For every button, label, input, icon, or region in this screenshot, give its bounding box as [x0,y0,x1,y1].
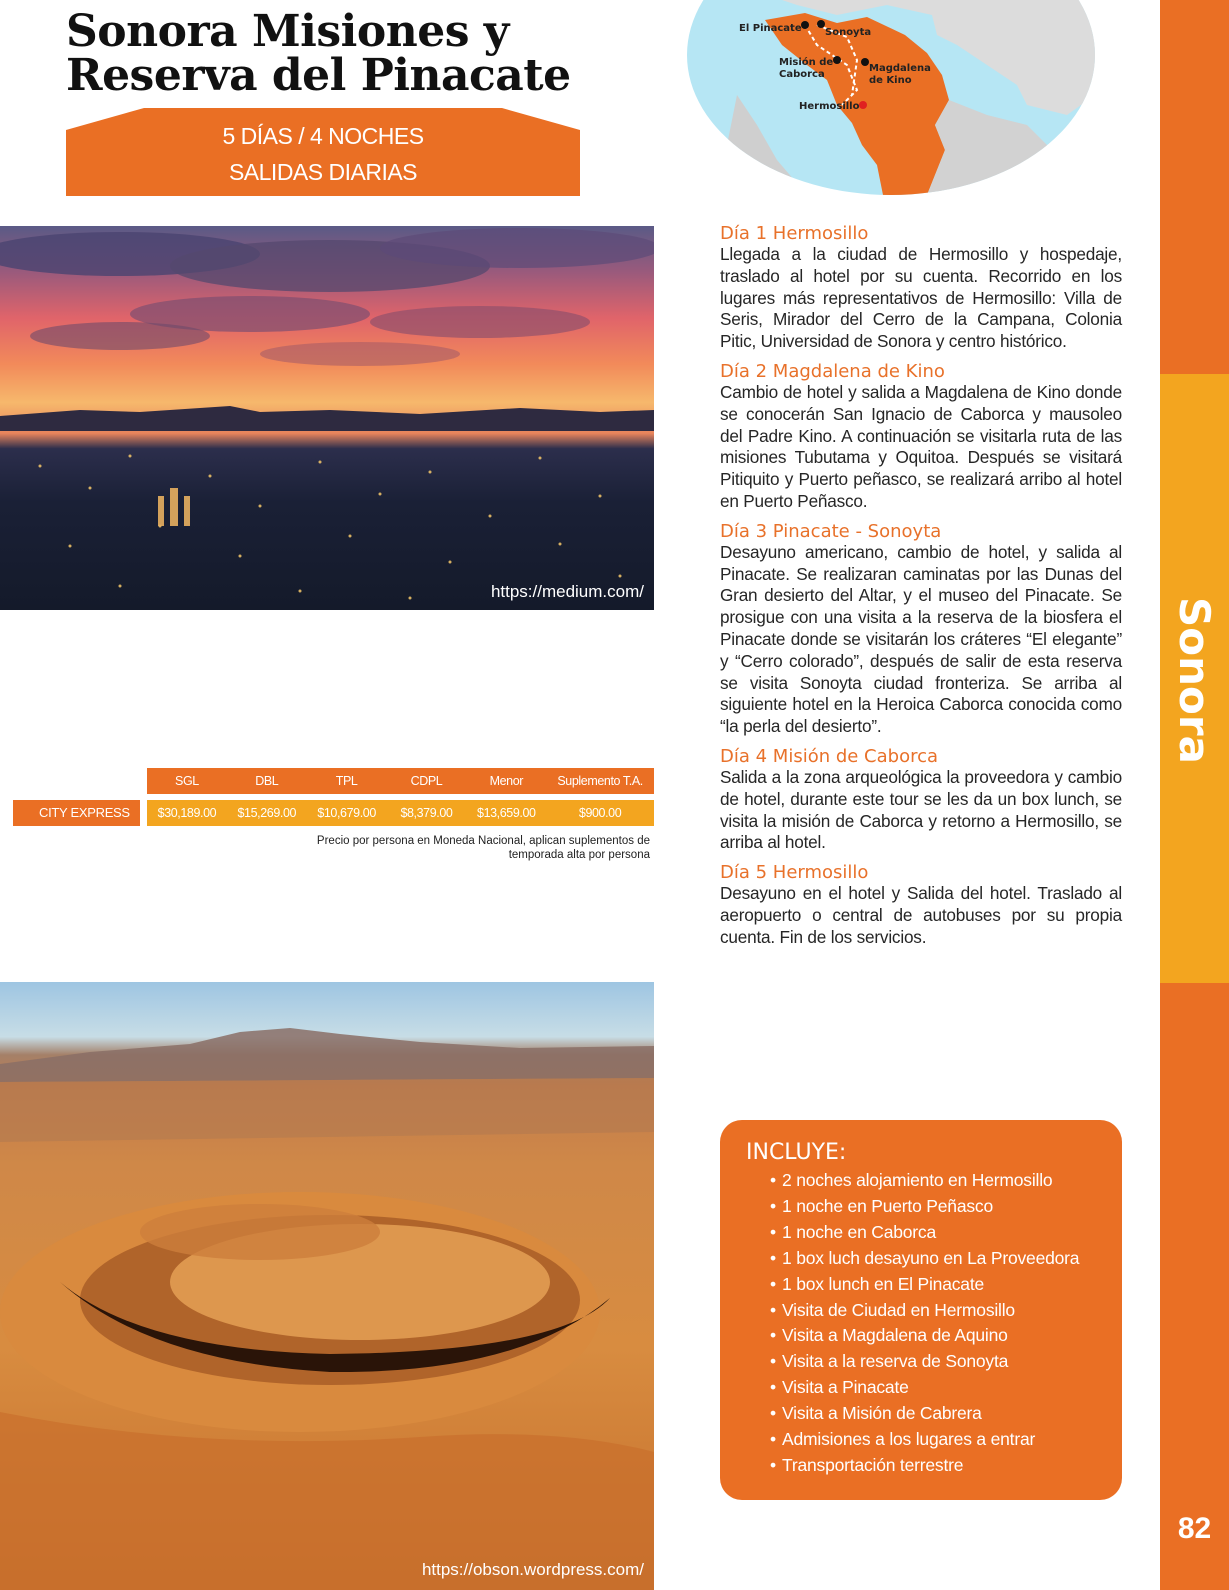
rates-header-cdpl: CDPL [410,774,443,788]
list-item [770,1453,1098,1479]
list-item [770,1349,1098,1375]
title-line-1: Sonora Misiones y [66,6,509,57]
rates-header-dbl: DBL [255,774,279,788]
side-strip-bottom [1160,983,1229,1590]
day-title: Día 3 Pinacate - Sonoyta [720,520,942,542]
itinerary-day [720,361,1122,513]
rates-note-line-2: temporada alta por persona [508,849,650,861]
page-number: 82 [1177,1512,1212,1545]
list-item-text: Visita a Magdalena de Aquino [782,1325,1008,1346]
rate-sgl: $30,189.00 [157,806,217,820]
section-label [1160,590,1229,770]
bullet: • [770,1403,776,1424]
rates-header-tpl: TPL [335,774,358,788]
day-title: Día 4 Misión de Caborca [720,745,939,767]
day-description: Desayuno en el hotel y Salida del hotel. Traslado al aeropuerto o central de autobuses por su propia cuenta. Fin de los servicios. [720,883,1122,947]
list-item [770,1427,1098,1453]
bullet: • [770,1221,776,1242]
bullet: • [770,1273,776,1294]
day-title: Día 5 Hermosillo [720,862,869,884]
section-label-text: Sonora [1170,596,1220,764]
duration-text: 5 DÍAS / 4 NOCHES [222,123,424,149]
list-item-text: Visita de Ciudad en Hermosillo [782,1299,1015,1320]
city-photo-art [0,226,654,610]
day-description: Desayuno americano, cambio de hotel, y salida al Pinacate. Se realizaran caminatas por las Dunas del Gran desierto del Altar, y el museo del Pinacate. Se prosigue con una visita a la reserva de la biosfera el Pinacate donde se visitarán los cráteres “El elegante” y “Cerro colorado”, después de salir de esta reserva se visita Sonoyta ciudad fronteriza. Se arriba al siguiente hotel en la Heroica Caborca conocida como “la perla del desierto”. [720,541,1122,737]
list-item [770,1246,1098,1272]
rate-dbl: $15,269.00 [237,806,297,820]
list-item [770,1401,1098,1427]
list-item-text: Visita a la reserva de Sonoyta [782,1351,1009,1372]
bullet: • [770,1377,776,1398]
bullet: • [770,1429,776,1450]
crater-photo [0,982,654,1590]
map-label-mision: Misión de [779,57,834,68]
bullet: • [770,1247,776,1268]
map-label-caborca: Caborca [779,69,825,80]
list-item-text: Admisiones a los lugares a entrar [782,1429,1036,1450]
route-map [687,0,1095,195]
includes-box [720,1120,1122,1500]
itinerary-day [720,746,1122,854]
day-title: Día 1 Hermosillo [720,223,869,244]
bullet: • [770,1170,776,1190]
bullet: • [770,1325,776,1346]
list-item-text: Transportación terrestre [782,1454,964,1475]
rates-header-row [147,768,654,794]
list-item-text: 1 noche en Caborca [782,1221,937,1242]
map-pin-caborca [833,56,841,64]
rates-header-sgl: SGL [175,774,199,788]
map-label-pinacate: El Pinacate [739,23,802,34]
rates-hotel-name: CITY EXPRESS [13,800,140,826]
day-description: Llegada a la ciudad de Hermosillo y hospedaje, traslado al hotel por su cuenta. Recorrido en los lugares más representativos de Hermosillo: Villa de Seris, Mirador del Cerro de la Campana, Colonia Pitic, Universidad de Sonora y centro histórico. [720,244,1122,352]
map-pin-magdalena [861,58,869,66]
bullet: • [770,1299,776,1320]
itinerary-day [720,862,1122,948]
list-item [770,1375,1098,1401]
photo-credit-crater: https://obson.wordpress.com/ [421,1560,644,1579]
list-item-text: 2 noches alojamiento en Hermosillo [782,1170,1053,1190]
city-sunset-photo [0,226,654,610]
map-pin-pinacate [801,21,809,29]
list-item [770,1272,1098,1298]
list-item-text: 1 box lunch en El Pinacate [782,1273,985,1294]
includes-title: INCLUYE: [746,1140,847,1165]
map-pin-hermosillo [859,101,867,109]
list-item-text: 1 box luch desayuno en La Proveedora [782,1247,1080,1268]
bullet: • [770,1351,776,1372]
departures-text: SALIDAS DIARIAS [228,159,418,185]
rates-header-menor: Menor [489,774,524,788]
list-item [770,1168,1098,1194]
list-item [770,1323,1098,1349]
rates-note-line-1: Precio por persona en Moneda Nacional, aplican suplementos de [316,835,650,847]
rate-cdpl: $8,379.00 [400,806,453,820]
itinerary-day [720,521,1122,738]
includes-list [770,1168,1098,1479]
list-item-text: Visita a Pinacate [782,1377,909,1398]
list-item [770,1220,1098,1246]
title-line-2: Reserva del Pinacate [66,50,571,101]
rates-value-row [147,800,654,826]
list-item-text: 1 noche en Puerto Peñasco [782,1195,993,1216]
map-label-sonoyta: Sonoyta [825,27,872,38]
itinerary-day [720,223,1122,353]
photo-credit-city: https://medium.com/ [490,582,644,601]
bullet: • [770,1195,776,1216]
side-strip-top [1160,0,1229,374]
map-label-kino: de Kino [869,75,912,86]
bullet: • [770,1454,776,1475]
rates-note [280,834,650,862]
rate-suplemento: $900.00 [578,806,622,820]
list-item [770,1298,1098,1324]
page-title [66,6,586,101]
list-item [770,1194,1098,1220]
map-pin-sonoyta [817,20,825,28]
day-title: Día 2 Magdalena de Kino [720,360,945,382]
rate-tpl: $10,679.00 [317,806,376,820]
itinerary [720,223,1122,957]
map-label-hermosillo: Hermosillo [799,101,860,112]
crater-photo-art [0,982,654,1590]
day-description: Cambio de hotel y salida a Magdalena de Kino donde se conocerán San Ignacio de Caborca y mausoleo del Padre Kino. A continuación se visitarla ruta de las misiones Tubutama y Oquitoa. Después se visitará Pitiquito y Puerto peñasco, se realizará arribo al hotel en Puerto Peñasco. [720,381,1122,511]
day-description: Salida a la zona arqueológica la proveedora y cambio de hotel, durante este tour se les da un box lunch, se visita la misión de Caborca y retorno a Hermosillo, se arriba al hotel. [720,766,1122,853]
list-item-text: Visita a Misión de Cabrera [782,1403,982,1424]
map-label-magdalena: Magdalena [869,63,931,74]
rate-menor: $13,659.00 [477,806,536,820]
rates-header-suplemento: Suplemento T.A. [557,774,643,788]
